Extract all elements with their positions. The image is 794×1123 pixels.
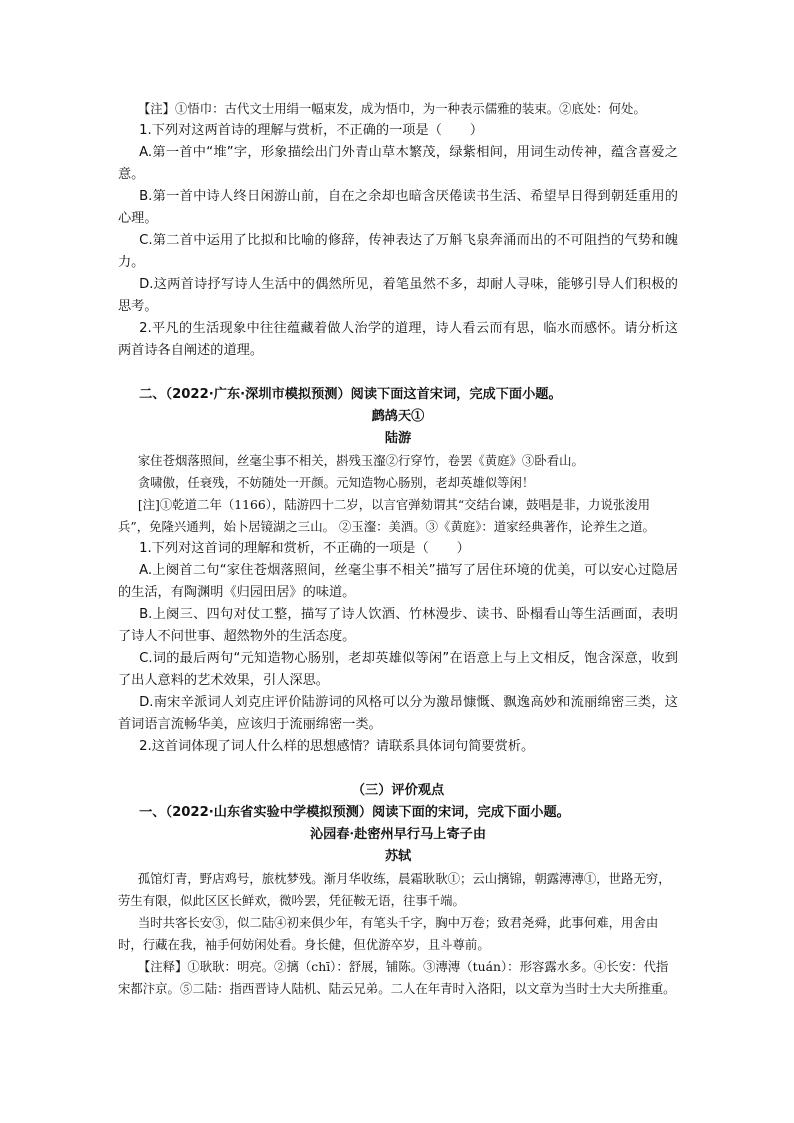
option-a: A.第一首中“堆”字，形象描绘出门外青山草木繁茂，绿紫相间，用词生动传神，蕴含喜爱之意。: [118, 145, 678, 182]
question-1: [118, 120, 678, 142]
option-b: B.第一首中诗人终日闲游山前，自在之余却也暗含厌倦读书生活、希望早日得到朝廷重用的心理。: [118, 189, 678, 226]
question-close: ）: [469, 123, 484, 138]
subsection-heading: 一、（2022·山东省实验中学模拟预测）阅读下面的宋词，完成下面小题。: [139, 805, 570, 820]
poem-line: 贪啸傲，任衰残，不妨随处一开颜。元知造物心肠别，老却英雄似等闲！: [137, 475, 535, 490]
question-stem: 1.下列对这两首诗的理解与赏析，不正确的一项是（: [139, 123, 442, 138]
poem-author: 陆游: [384, 431, 412, 446]
option-d: D.南宋辛派词人刘克庄评价陆游词的风格可以分为激昂慷慨、飘逸高妙和流丽绵密三类，这首词语言流畅华美，应该归于流丽绵密一类。: [118, 695, 678, 732]
question-1: [118, 538, 678, 560]
option-b: B.上阕三、四句对仗工整，描写了诗人饮酒、竹林漫步、读书、卧榻看山等生活画面，表明了诗人不问世事、超然物外的生活态度。: [118, 607, 678, 644]
question-close: ）: [456, 541, 470, 556]
poem-line: 家住苍烟落照间，丝毫尘事不相关，斟残玉瀣②行穿竹，卷罢《黄庭》③卧看山。: [137, 453, 584, 468]
section-heading: （三）评价观点: [351, 783, 445, 798]
section-heading: 二、（2022·广东·深圳市模拟预测）阅读下面这首宋词，完成下面小题。: [139, 387, 562, 402]
poem-paragraph: 当时共客长安③，似二陆④初来俱少年，有笔头千字，胸中万卷；致君尧舜，此事何难，用舍由时，行藏在我，袖手何妨闲处看。身长健，但优游卒岁，且斗尊前。: [118, 915, 659, 952]
annotation-note: [注]①乾道二年（1166），陆游四十二岁，以言官弹劾谓其“交结台谏，鼓唱是非，力说张浚用兵”，免隆兴通判，始卜居镜湖之三山。 ②玉瀣：美酒。③《黄庭》：道家经典著作，论养生之道。: [118, 497, 655, 534]
question-2: 2.平凡的生活现象中往往蕴藏着做人治学的道理，诗人看云而有思，临水而感怀。请分析这两首诗各自阐述的道理。: [118, 321, 678, 358]
annotation-note: 【注】①悟巾：古代文士用绢一幅束发，成为悟巾，为一种表示儒雅的装束。②底处：何处。: [137, 101, 646, 116]
poem-title: 沁园春·赴密州早行马上寄子由: [309, 827, 487, 842]
option-c: C.词的最后两句“元知造物心肠别，老却英雄似等闲”在语意上与上文相反，饱含深意，收到了出人意料的艺术效果，引人深思。: [118, 651, 678, 688]
option-d: D.这两首诗抒写诗人生活中的偶然所见，着笔虽然不多，却耐人寻味，能够引导人们积极的思考。: [118, 277, 678, 314]
option-a: A.上阕首二句“家住苍烟落照间，丝毫尘事不相关”描写了居住环境的优美，可以安心过隐居的生活，有陶渊明《归园田居》的味道。: [118, 563, 678, 600]
question-2: 2.这首词体现了词人什么样的思想感情？请联系具体词句简要赏析。: [139, 739, 535, 754]
poem-author: 苏轼: [384, 849, 412, 864]
poem-title: 鹧鸪天①: [371, 409, 425, 424]
option-c: C.第二首中运用了比拟和比喻的修辞，传神表达了万斛飞泉奔涌而出的不可阻挡的气势和魄力。: [118, 233, 678, 270]
annotation-note: 【注释】①耿耿：明亮。②摛（chī）：舒展，铺陈。③漙漙（tuán）：形容露水多。④长安：代指宋都汴京。⑤二陆：指西晋诗人陆机、陆云兄弟。二人在年青时入洛阳，以文章为当时士大夫所推重。: [118, 959, 676, 996]
document-page: [118, 98, 678, 1000]
question-stem: 1.下列对这首词的理解和赏析，不正确的一项是（: [139, 541, 429, 556]
poem-paragraph: 孤馆灯青，野店鸡号，旅枕梦残。渐月华收练，晨霜耿耿①；云山摛锦，朝露漙漙①，世路无穷，劳生有限，似此区区长鲜欢，微吟罢，凭征鞍无语，往事千端。: [118, 871, 671, 908]
